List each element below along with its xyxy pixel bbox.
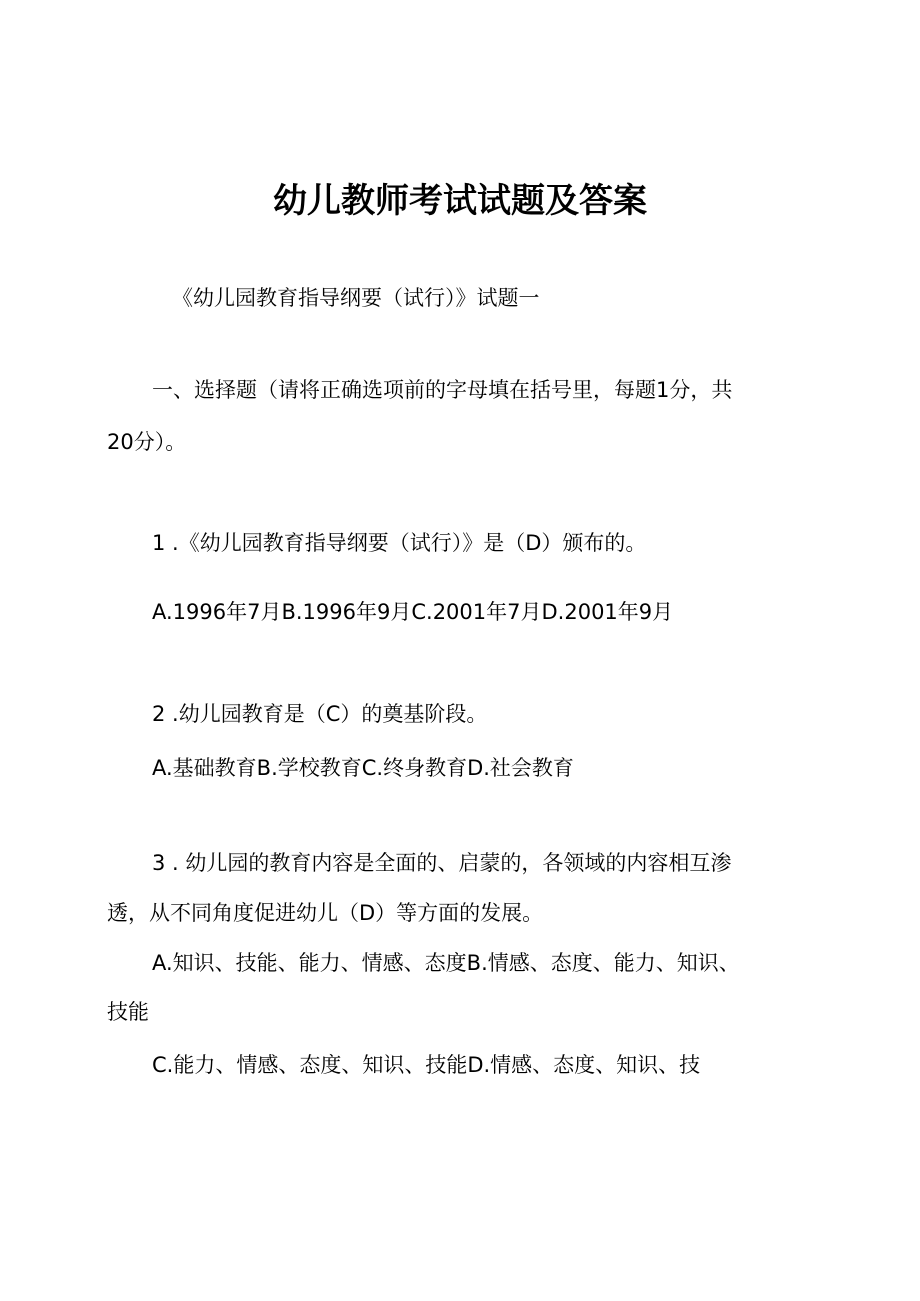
- section-heading: 一、选择题（请将正确选项前的字母填在括号里，每题1分，共: [152, 378, 733, 402]
- question-1-options: A.1996年7月B.1996年9月C.2001年7月D.2001年9月: [152, 600, 674, 624]
- question-3-stem: 3 . 幼儿园的教育内容是全面的、启蒙的，各领域的内容相互渗: [152, 851, 732, 875]
- question-3-stem-continued: 透，从不同角度促进幼儿（D）等方面的发展。: [107, 901, 544, 925]
- question-3-options-ab: A.知识、技能、能力、情感、态度B.情感、态度、能力、知识、: [152, 951, 740, 975]
- question-2-options: A.基础教育B.学校教育C.终身教育D.社会教育: [152, 756, 574, 780]
- document-title: 幼儿教师考试试题及答案: [273, 181, 647, 221]
- question-2-stem: 2 .幼儿园教育是（C）的奠基阶段。: [152, 702, 488, 726]
- exam-subtitle: 《幼儿园教育指导纲要（试行）》试题一: [172, 286, 540, 310]
- question-3-options-ab-continued: 技能: [107, 1000, 149, 1024]
- section-heading-continued: 20分）。: [107, 430, 187, 454]
- question-1-stem: 1 .《幼儿园教育指导纲要（试行）》是（D）颁布的。: [152, 531, 647, 555]
- question-3-options-cd: C.能力、情感、态度、知识、技能D.情感、态度、知识、技: [152, 1053, 701, 1077]
